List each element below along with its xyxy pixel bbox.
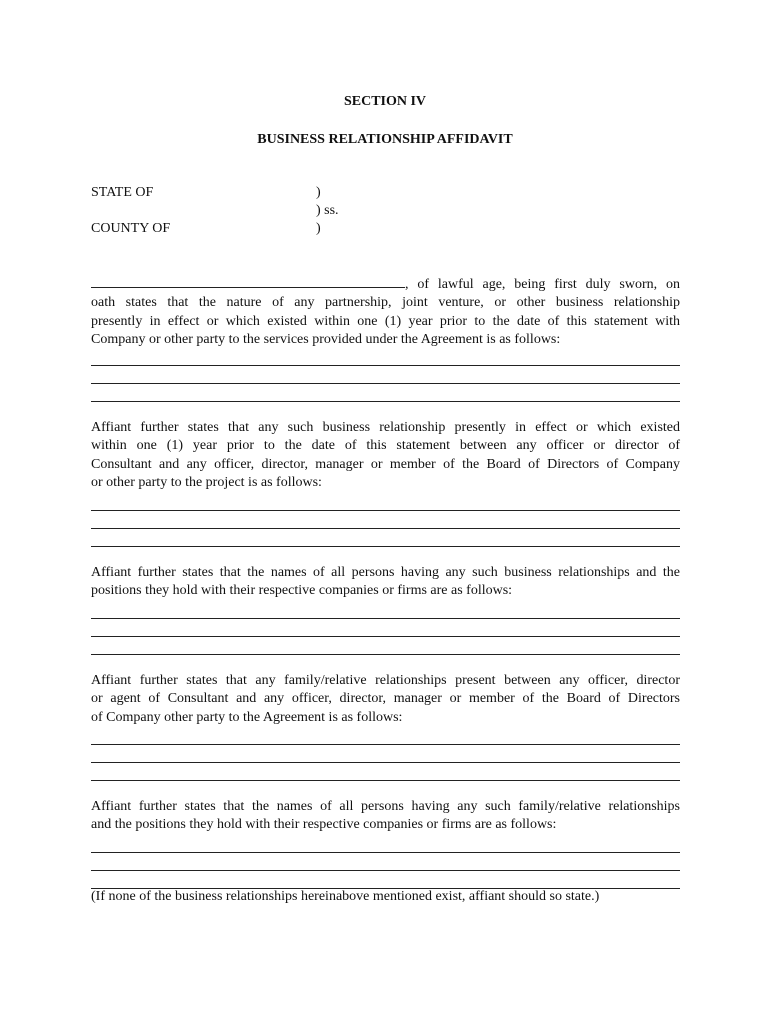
- paragraph-line: or agent of Consultant and any officer, director, manager or member of the Board of Directors: [91, 691, 680, 707]
- paragraph-persons-business: [91, 564, 680, 601]
- answer-line[interactable]: [91, 528, 680, 529]
- paragraph-line: Company or other party to the services provided under the Agreement is as follows:: [91, 331, 561, 347]
- venue-ss: ) ss.: [316, 203, 339, 218]
- paragraph-line: Consultant and any officer, director, manager or member of the Board of Directors of Company: [91, 456, 680, 472]
- paragraph-nature-of-relationship: [91, 275, 680, 349]
- answer-line[interactable]: [91, 401, 680, 402]
- paragraph-line: Affiant further states that the names of all persons having any such family/relative relationships: [91, 799, 680, 814]
- section-heading: SECTION IV: [343, 94, 427, 109]
- answer-line[interactable]: [91, 510, 680, 511]
- paragraph-line: oath states that the nature of any partnership, joint venture, or other business relationship: [91, 295, 680, 311]
- paragraph-line: , of lawful age, being first duly sworn, on: [91, 275, 680, 294]
- paragraph-family-relationship: [91, 672, 680, 727]
- paragraph-line: Affiant further states that the names of all persons having any such business relationships and the: [91, 565, 680, 580]
- venue-paren-bottom: ): [316, 221, 321, 236]
- answer-line[interactable]: [91, 636, 680, 637]
- paragraph-line: and the positions they hold with their respective companies or firms are as follows:: [91, 817, 557, 833]
- answer-line[interactable]: [91, 618, 680, 619]
- paragraph-line: presently in effect or which existed within one (1) year prior to the date of this statement with: [91, 313, 680, 329]
- document-title: BUSINESS RELATIONSHIP AFFIDAVIT: [257, 132, 513, 147]
- answer-line[interactable]: [91, 780, 680, 781]
- paragraph-line: of Company other party to the Agreement is as follows:: [91, 709, 403, 725]
- answer-line[interactable]: [91, 870, 680, 871]
- answer-line[interactable]: [91, 744, 680, 745]
- venue-paren-top: ): [316, 185, 321, 200]
- paragraph-line: within one (1) year prior to the date of this statement between any officer or director of: [91, 438, 680, 454]
- answer-line[interactable]: [91, 365, 680, 366]
- state-label: STATE OF: [91, 185, 154, 200]
- answer-line[interactable]: [91, 546, 680, 547]
- footer-note: (If none of the business relationships hereinabove mentioned exist, affiant should so state.): [91, 889, 600, 904]
- paragraph-officer-relationship: [91, 419, 680, 492]
- answer-line[interactable]: [91, 654, 680, 655]
- paragraph-line: or other party to the project is as follows:: [91, 474, 322, 490]
- answer-line[interactable]: [91, 762, 680, 763]
- paragraph-line: Affiant further states that any family/relative relationships present between any officer, director: [91, 673, 680, 688]
- paragraph-line: positions they hold with their respective companies or firms are as follows:: [91, 583, 513, 599]
- county-label: COUNTY OF: [91, 221, 171, 236]
- paragraph-persons-family: [91, 798, 680, 835]
- paragraph-line: Affiant further states that any such business relationship presently in effect or which existed: [91, 420, 680, 435]
- affiant-name-blank[interactable]: [91, 275, 405, 288]
- answer-line[interactable]: [91, 383, 680, 384]
- answer-line[interactable]: [91, 852, 680, 853]
